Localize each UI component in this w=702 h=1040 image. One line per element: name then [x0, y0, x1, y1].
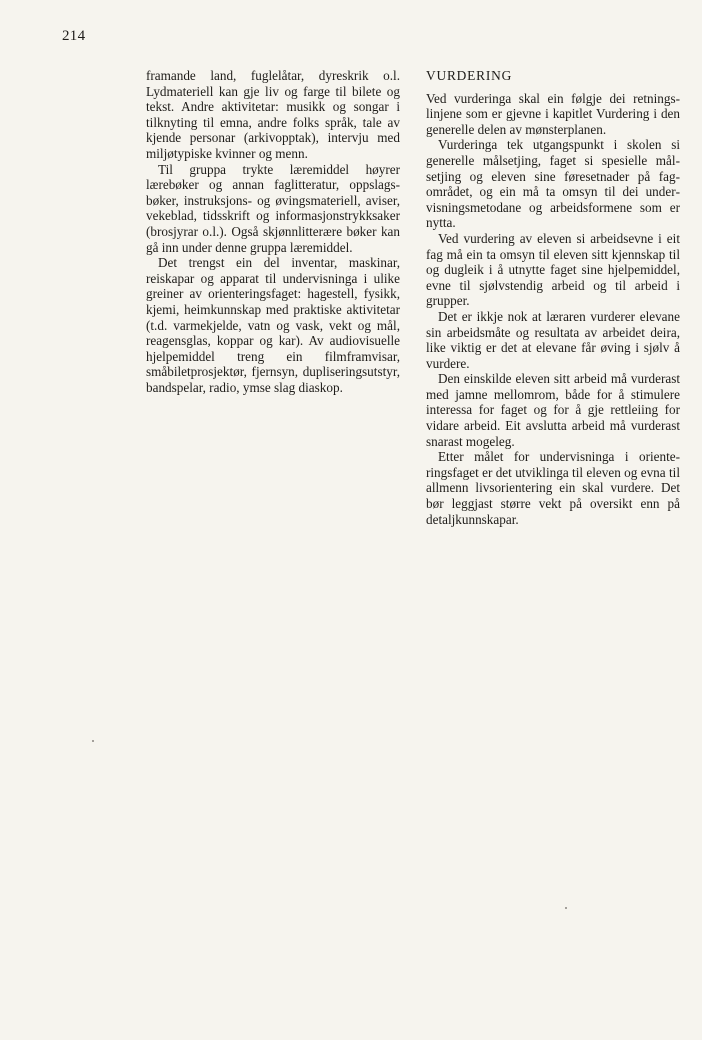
- right-paragraph-4: Det er ikkje nok at læraren vurderer elevane sin arbeidsmåte og resultata av arbeidet deira, like viktig er det at elevane får øving i sjølv å vurdere.: [426, 308, 680, 371]
- section-heading: VURDERING: [426, 68, 513, 83]
- right-paragraph-1: Ved vurderinga skal ein følgje dei retningslinjene som er gjevne i kapitlet Vurdering i den generelle delen av mønsterplanen.: [426, 90, 680, 137]
- page-number: 214: [62, 28, 86, 44]
- paper-speck: [565, 907, 567, 909]
- right-paragraph-5: Den einskilde eleven sitt arbeid må vurderast med jamne mellomrom, både for å stimulere interessa for faget og for å gje rettleiing for vidare arbeid. Eit avslutta arbeid må vurderast snarast mogeleg.: [426, 371, 680, 449]
- left-paragraph-1: framande land, fuglelåtar, dyreskrik o.l. Lydmateriell kan gje liv og farge til bilete og tekst. Andre aktivitetar: musikk og songar i tilknyting til emna, andre folks språk, tale av kjende personar (arkivopptak), intervju med miljøtypiske kvinner og menn.: [146, 68, 400, 161]
- paper-speck: [92, 740, 94, 742]
- right-paragraph-3: Ved vurdering av eleven si arbeidsevne i eit fag må ein ta omsyn til eleven sitt kjennskap til og dugleik i å utnytte faget sine hjelpemiddel, evne til sjølvstendig arbeid og til arbeid i grupper.: [426, 230, 680, 309]
- right-paragraph-6: Etter målet for undervisninga i orienteringsfaget er det utviklinga til eleven og evna til allmenn livsorientering ein skal vurdere. Det bør leggjast større vekt på oversikt enn på detaljkunnskapar.: [426, 449, 680, 527]
- left-column: [146, 68, 400, 395]
- left-paragraph-3: Det trengst ein del inventar, maskinar, reiskapar og apparat til undervisninga i ulike greiner av orienteringsfaget: hagestell, fysikk, kjemi, heimkunnskap med praktiske aktivitetar (t.d. varmekjelde, vatn og vask, vekt og mål, reagensglas, koppar og kar). Av audiovisuelle hjelpemiddel treng ein filmframvisar, småbiletprosjektør, fjernsyn, dupliseringsutstyr, bandspelar, radio, ymse slag diaskop.: [146, 255, 400, 395]
- left-paragraph-2: Til gruppa trykte læremiddel høyrer lærebøker og annan faglitteratur, oppslagsbøker, instruksjons- og øvingsmateriell, aviser, vekeblad, tidsskrift og informasjonstrykksaker (brosjyrar o.l.). Også skjønnlitterære bøker kan gå inn under denne gruppa læremiddel.: [146, 161, 400, 255]
- right-paragraph-2: Vurderinga tek utgangspunkt i skolen si generelle målsetjing, faget si spesielle målsetjing og eleven sine føresetnader på fagområdet, og ein må ta omsyn til dei undervisningsmetodane og arbeidsformene som er nytta.: [426, 137, 680, 231]
- right-column: [426, 68, 680, 527]
